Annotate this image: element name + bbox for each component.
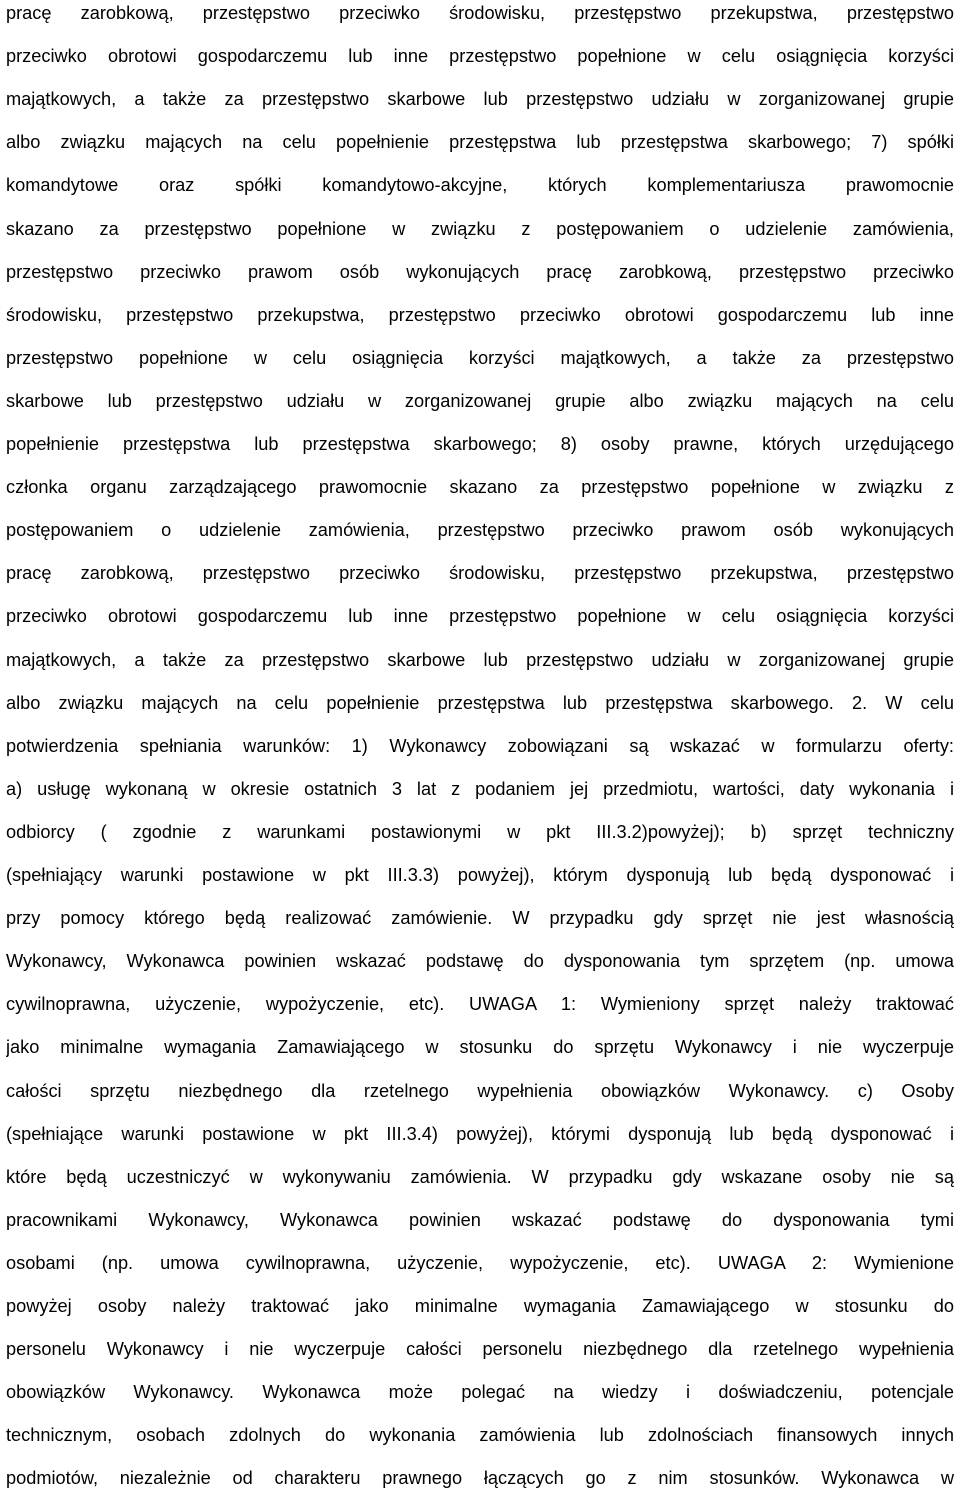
text-line: przeciwko obrotowi gospodarczemu lub inne przestępstwo popełnione w celu osiągnięcia korzyści	[6, 606, 954, 627]
text-line: popełnienie przestępstwa lub przestępstwa skarbowego; 8) osoby prawne, których urzędującego	[6, 434, 954, 454]
text-line: pracownikami Wykonawcy, Wykonawca powinien wskazać podstawę do dysponowania tymi	[6, 1209, 954, 1230]
text-line: które będą uczestniczyć w wykonywaniu zamówienia. W przypadku gdy wskazane osoby nie są	[6, 1166, 954, 1187]
text-line: przy pomocy którego będą realizować zamówienie. W przypadku gdy sprzęt nie jest własnością	[6, 908, 954, 929]
text-line: albo związku mających na celu popełnienie przestępstwa lub przestępstwa skarbowego. 2. W celu	[6, 692, 954, 713]
text-line: Wykonawcy, Wykonawca powinien wskazać podstawę do dysponowania tym sprzętem (np. umowa	[6, 951, 954, 972]
text-line: przestępstwo przeciwko prawom osób wykonujących pracę zarobkową, przestępstwo przeciwko	[6, 261, 954, 282]
text-line: pracę zarobkową, przestępstwo przeciwko środowisku, przestępstwo przekupstwa, przestępstwo	[6, 563, 954, 584]
text-line: technicznym, osobach zdolnych do wykonania zamówienia lub zdolnościach finansowych innych	[6, 1425, 954, 1446]
text-line: osobami (np. umowa cywilnoprawna, użyczenie, wypożyczenie, etc). UWAGA 2: Wymienione	[6, 1252, 954, 1273]
text-line: postępowaniem o udzielenie zamówienia, przestępstwo przeciwko prawom osób wykonujących	[6, 520, 954, 541]
text-line: personelu Wykonawcy i nie wyczerpuje całości personelu niezbędnego dla rzetelnego wypełnienia	[6, 1339, 954, 1360]
text-line: komandytowe oraz spółki komandytowo-akcyjne, których komplementariusza prawomocnie	[6, 175, 954, 196]
text-line: członka organu zarządzającego prawomocnie skazano za przestępstwo popełnione w związku z	[6, 477, 954, 498]
text-line: potwierdzenia spełniania warunków: 1) Wykonawcy zobowiązani są wskazać w formularzu oferty:	[6, 735, 954, 756]
text-line: majątkowych, a także za przestępstwo skarbowe lub przestępstwo udziału w zorganizowanej grupie	[6, 89, 954, 110]
text-line: przestępstwo popełnione w celu osiągnięcia korzyści majątkowych, a także za przestępstwo	[6, 347, 954, 368]
text-line: jako minimalne wymagania Zamawiającego w stosunku do sprzętu Wykonawcy i nie wyczerpuje	[6, 1037, 954, 1058]
text-line: odbiorcy ( zgodnie z warunkami postawionymi w pkt III.3.2)powyżej); b) sprzęt techniczny	[6, 821, 954, 842]
text-line: podmiotów, niezależnie od charakteru prawnego łączących go z nim stosunków. Wykonawca w	[6, 1468, 954, 1489]
text-line: powyżej osoby należy traktować jako minimalne wymagania Zamawiającego w stosunku do	[6, 1296, 954, 1316]
text-line: (spełniający warunki postawione w pkt III.3.3) powyżej), którym dysponują lub będą dysponować i	[6, 865, 954, 885]
text-line: całości sprzętu niezbędnego dla rzetelnego wypełnienia obowiązków Wykonawcy. c) Osoby	[6, 1080, 954, 1101]
text-line: skazano za przestępstwo popełnione w związku z postępowaniem o udzielenie zamówienia,	[6, 218, 954, 239]
text-line: obowiązków Wykonawcy. Wykonawca może polegać na wiedzy i doświadczeniu, potencjale	[6, 1382, 954, 1403]
text-line: pracę zarobkową, przestępstwo przeciwko środowisku, przestępstwo przekupstwa, przestępstwo	[6, 3, 954, 23]
text-line: przeciwko obrotowi gospodarczemu lub inne przestępstwo popełnione w celu osiągnięcia korzyści	[6, 46, 954, 67]
text-line: albo związku mających na celu popełnienie przestępstwa lub przestępstwa skarbowego; 7) spółki	[6, 132, 954, 153]
text-line: (spełniające warunki postawione w pkt III.3.4) powyżej), którymi dysponują lub będą dysponować i	[6, 1123, 954, 1144]
text-line: skarbowe lub przestępstwo udziału w zorganizowanej grupie albo związku mających na celu	[6, 390, 954, 411]
text-line: majątkowych, a także za przestępstwo skarbowe lub przestępstwo udziału w zorganizowanej grupie	[6, 649, 954, 670]
text-line: a) usługę wykonaną w okresie ostatnich 3 lat z podaniem jej przedmiotu, wartości, daty wykonania i	[6, 778, 954, 799]
text-line: cywilnoprawna, użyczenie, wypożyczenie, etc). UWAGA 1: Wymieniony sprzęt należy traktować	[6, 994, 954, 1015]
text-line: środowisku, przestępstwo przekupstwa, przestępstwo przeciwko obrotowi gospodarczemu lub inne	[6, 304, 954, 325]
